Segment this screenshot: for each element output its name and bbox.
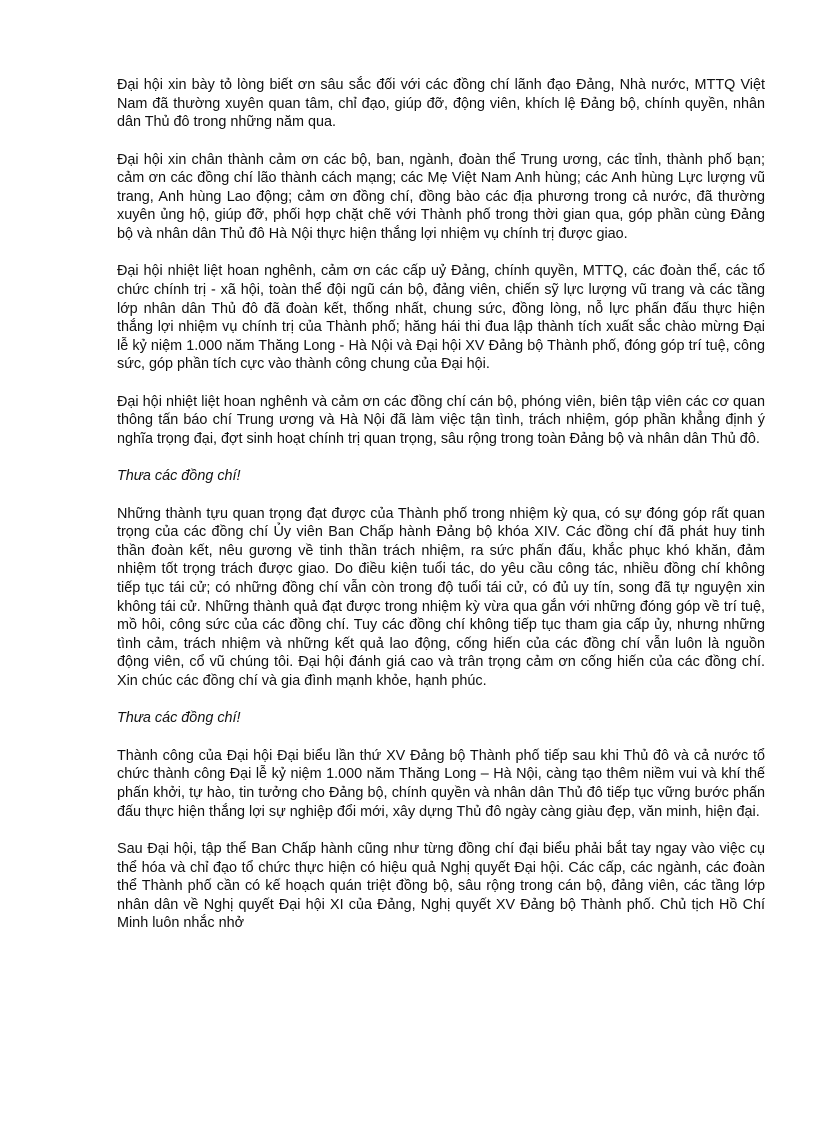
paragraph-after-congress: Sau Đại hội, tập thể Ban Chấp hành cũng như từng đồng chí đại biểu phải bắt tay ngay vào việc cụ thể hóa và chỉ đạo tổ chức thực hiện có hiệu quả Nghị quyết Đại hội. Các cấp, các ngành, các đoàn thể Thành phố cần có kế hoạch quán triệt đồng bộ, sâu rộng trong cán bộ, đảng viên, các tầng lớp nhân dân về Nghị quyết Đại hội XI của Đảng, Nghị quyết XV Đảng bộ Thành phố. Chủ tịch Hồ Chí Minh luôn nhắc nhở [117,840,765,932]
paragraph-thanks-press: Đại hội nhiệt liệt hoan nghênh và cảm ơn các đồng chí cán bộ, phóng viên, biên tập viên các cơ quan thông tấn báo chí Trung ương và Hà Nội đã làm việc tận tình, trách nhiệm, góp phần khẳng định ý nghĩa trọng đại, đợt sinh hoạt chính trị quan trọng, sâu rộng trong toàn Đảng bộ và nhân dân Thủ đô. [117,393,765,447]
paragraph-congress-success: Thành công của Đại hội Đại biểu lần thứ XV Đảng bộ Thành phố tiếp sau khi Thủ đô và cả nước tổ chức thành công Đại lễ kỷ niệm 1.000 năm Thăng Long – Hà Nội, càng tạo thêm niềm vui và khí thế phấn khởi, tự hào, tin tưởng cho Đảng bộ, chính quyền và nhân dân Thủ đô tiếp tục vững bước phấn đấu thực hiện thắng lợi sự nghiệp đổi mới, xây dựng Thủ đô ngày càng giàu đẹp, văn minh, hiện đại. [117,747,765,820]
paragraph-thanks-ministries: Đại hội xin chân thành cảm ơn các bộ, ban, ngành, đoàn thể Trung ương, các tỉnh, thành phố bạn; cảm ơn các đồng chí lão thành cách mạng; các Mẹ Việt Nam Anh hùng; các Anh hùng Lực lượng vũ trang, Anh hùng Lao động; cảm ơn đồng chí, đồng bào các địa phương trong cả nước, đã thường xuyên ủng hộ, giúp đỡ, phối hợp chặt chẽ với Thành phố trong thời gian qua, góp phần cùng Đảng bộ và nhân dân Thủ đô Hà Nội thực hiện thắng lợi nhiệm vụ chính trị được giao. [117,151,765,242]
paragraph-welcome-party-committees: Đại hội nhiệt liệt hoan nghênh, cảm ơn các cấp uỷ Đảng, chính quyền, MTTQ, các đoàn thể, các tổ chức chính trị - xã hội, toàn thể đội ngũ cán bộ, đảng viên, chiến sỹ lực lượng vũ trang và các tầng lớp nhân dân Thủ đô đã đoàn kết, thống nhất, chung sức, đồng lòng, nỗ lực phấn đấu thực hiện thắng lợi nhiệm vụ chính trị của Thành phố; hăng hái thi đua lập thành tích xuất sắc chào mừng Đại lễ kỷ niệm 1.000 năm Thăng Long - Hà Nội và Đại hội XV Đảng bộ Thành phố, đóng góp trí tuệ, công sức, góp phần tích cực vào thành công chung của Đại hội. [117,263,765,373]
paragraph-thanks-leadership: Đại hội xin bày tỏ lòng biết ơn sâu sắc đối với các đồng chí lãnh đạo Đảng, Nhà nước, MTTQ Việt Nam đã thường xuyên quan tâm, chỉ đạo, giúp đỡ, động viên, khích lệ Đảng bộ, chính quyền, nhân dân Thủ đô trong những năm qua. [117,77,765,131]
paragraph-achievements: Những thành tựu quan trọng đạt được của Thành phố trong nhiệm kỳ qua, có sự đóng góp rất quan trọng của các đồng chí Ủy viên Ban Chấp hành Đảng bộ khóa XIV. Các đồng chí đã phát huy tinh thần đoàn kết, nêu gương về tinh thần trách nhiệm, ra sức phấn đấu, khắc phục khó khăn, đảm nhiệm tốt trọng trách được giao. Do điều kiện tuổi tác, do yêu cầu công tác, nhiều đồng chí không tiếp tục tái cử; có những đồng chí vẫn còn trong độ tuổi tái cử, có đủ uy tín, song đã tự nguyện xin không tái cử. Những thành quả đạt được trong nhiệm kỳ vừa qua gắn với những đóng góp về trí tuệ, mồ hôi, công sức của các đồng chí. Tuy các đồng chí không tiếp tục tham gia cấp ủy, nhưng những tình cảm, trách nhiệm và những kết quả lao động, cống hiến của các đồng chí vẫn luôn là nguồn động viên, cổ vũ chúng tôi. Đại hội đánh giá cao và trân trọng cảm ơn cống hiến của các đồng chí. Xin chúc các đồng chí và gia đình mạnh khỏe, hạnh phúc. [117,505,765,690]
greeting-comrades: Thưa các đồng chí! [117,468,241,485]
greeting-comrades: Thưa các đồng chí! [117,710,241,727]
document-page [117,76,765,952]
